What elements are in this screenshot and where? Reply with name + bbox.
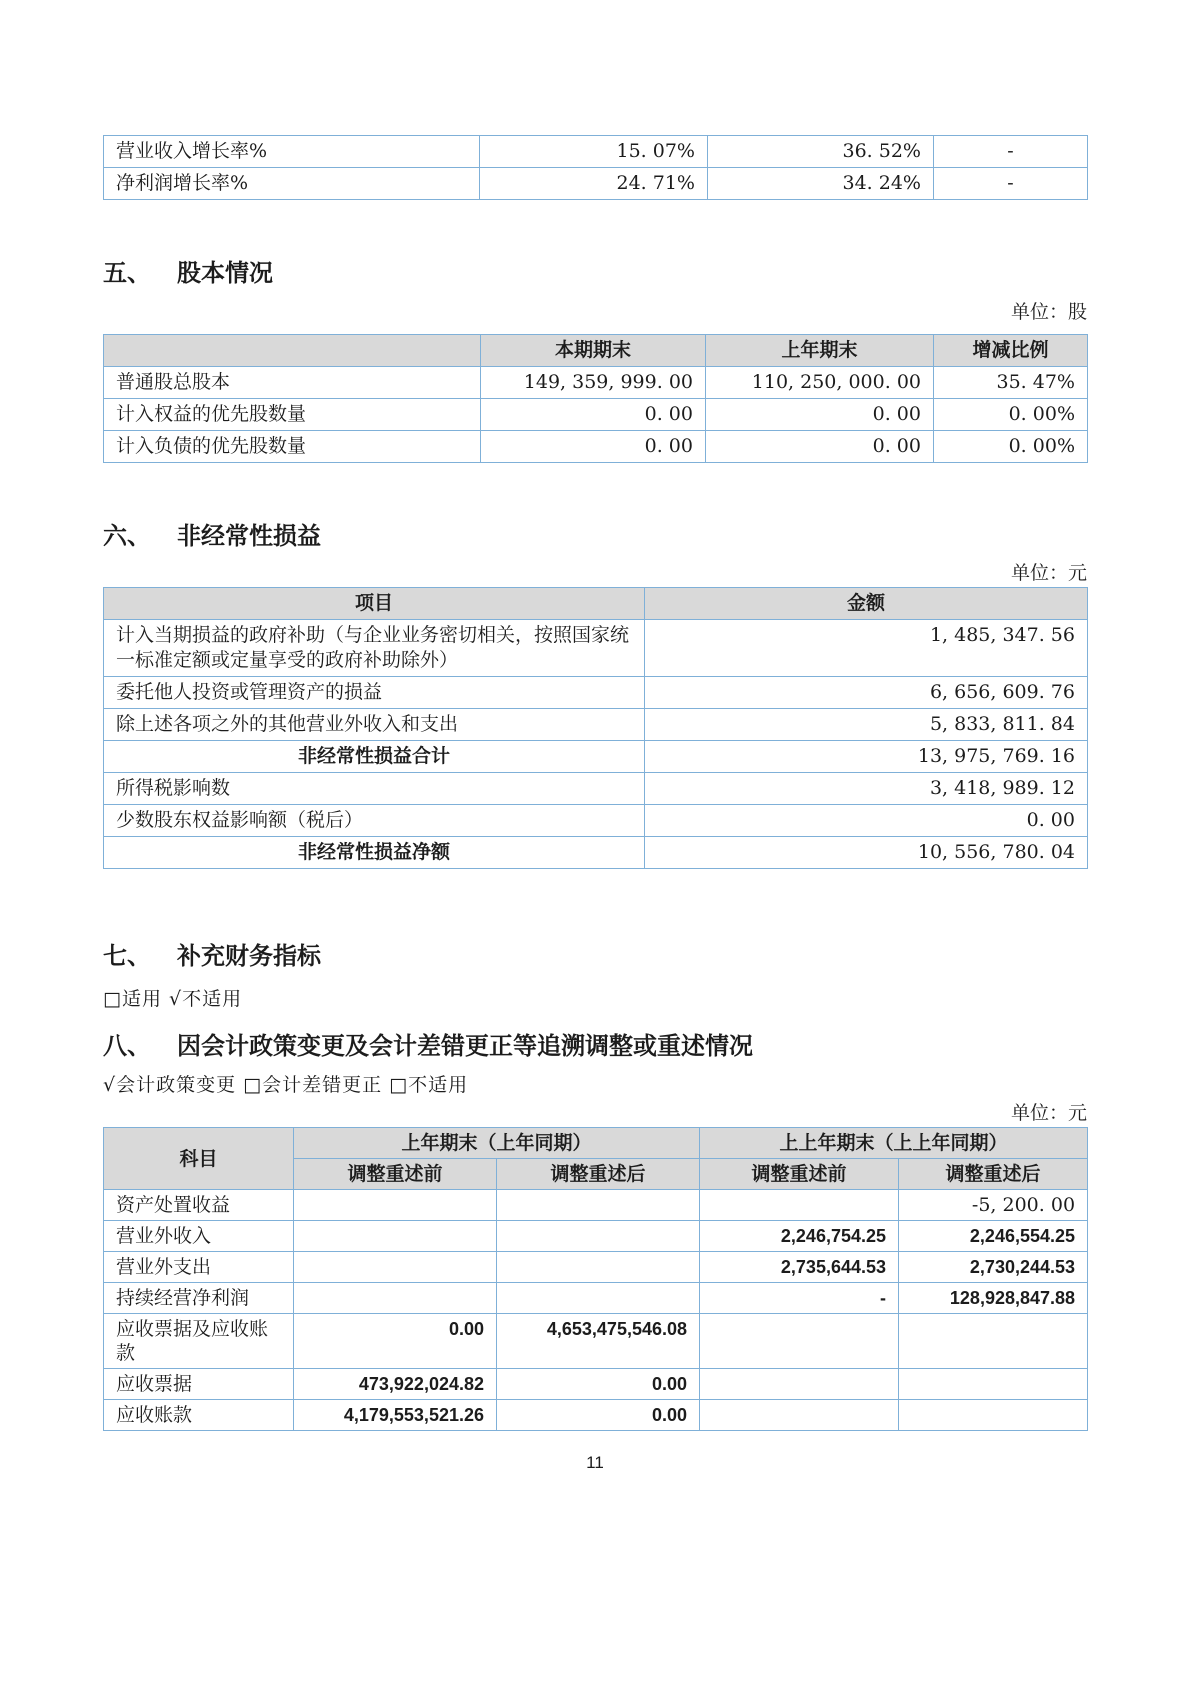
table-row-total [104, 837, 1088, 869]
section-title: 因会计政策变更及会计差错更正等追溯调整或重述情况 [177, 1031, 753, 1060]
cell-value: 0. 00 [645, 805, 1088, 837]
table-header-row [104, 335, 1088, 367]
column-header: 科目 [104, 1128, 294, 1190]
row-label: 持续经营净利润 [104, 1283, 294, 1314]
restatement-table [103, 1127, 1088, 1431]
table-row [104, 773, 1088, 805]
table-row [104, 1400, 1088, 1431]
cell-value: 36. 52% [708, 136, 934, 168]
cell-value: 10, 556, 780. 04 [645, 837, 1088, 869]
cell-value: 0.00 [497, 1369, 700, 1400]
row-label: 普通股总股本 [104, 367, 481, 399]
row-label: 计入权益的优先股数量 [104, 399, 481, 431]
cell-value: 15. 07% [480, 136, 708, 168]
table-row [104, 1369, 1088, 1400]
row-label: 所得税影响数 [104, 773, 645, 805]
table-row [104, 1314, 1088, 1369]
section-number: 八、 [103, 1031, 151, 1060]
cell-value: 6, 656, 609. 76 [645, 677, 1088, 709]
table-row [104, 620, 1088, 677]
cell-value [700, 1400, 899, 1431]
cell-value: 0.00 [497, 1400, 700, 1431]
column-header: 项目 [104, 588, 645, 620]
cell-value: 128,928,847.88 [899, 1283, 1088, 1314]
section-title: 补充财务指标 [177, 941, 321, 970]
non-recurring-items-table [103, 587, 1088, 869]
cell-value [294, 1190, 497, 1221]
cell-value: 2,246,554.25 [899, 1221, 1088, 1252]
table-row [104, 136, 1088, 168]
growth-rate-table [103, 135, 1088, 200]
row-label: 除上述各项之外的其他营业外收入和支出 [104, 709, 645, 741]
cell-value: - [934, 168, 1088, 200]
row-label: 营业外收入 [104, 1221, 294, 1252]
column-header: 调整重述前 [294, 1159, 497, 1190]
cell-value [700, 1369, 899, 1400]
cell-value: 4,653,475,546.08 [497, 1314, 700, 1369]
row-label: 净利润增长率% [104, 168, 480, 200]
table-row [104, 1252, 1088, 1283]
row-label: 资产处置收益 [104, 1190, 294, 1221]
row-label: 应收账款 [104, 1400, 294, 1431]
cell-value: 2,730,244.53 [899, 1252, 1088, 1283]
unit-label: 单位：股 [1010, 301, 1087, 323]
share-capital-table [103, 334, 1088, 463]
row-label: 少数股东权益影响额（税后） [104, 805, 645, 837]
cell-value [294, 1283, 497, 1314]
cell-value [700, 1314, 899, 1369]
cell-value: 0. 00% [934, 431, 1088, 463]
cell-value: 0. 00 [481, 431, 706, 463]
cell-value [497, 1190, 700, 1221]
table-header-row [104, 1128, 1088, 1159]
section-title: 股本情况 [177, 258, 273, 287]
section-number: 六、 [103, 521, 151, 550]
row-label: 应收票据及应收账款 [104, 1314, 294, 1369]
cell-value: 0. 00% [934, 399, 1088, 431]
cell-value: 1, 485, 347. 56 [645, 620, 1088, 677]
row-label: 计入负债的优先股数量 [104, 431, 481, 463]
section-heading-share-capital [103, 256, 1087, 290]
table-row [104, 709, 1088, 741]
cell-value: 13, 975, 769. 16 [645, 741, 1088, 773]
cell-value: 3, 418, 989. 12 [645, 773, 1088, 805]
section-heading-supplementary-indicators [103, 939, 1087, 973]
cell-value [497, 1221, 700, 1252]
column-group-header: 上上年期末（上上年同期） [700, 1128, 1088, 1159]
section-heading-restatement [103, 1029, 1087, 1063]
cell-value: 2,246,754.25 [700, 1221, 899, 1252]
cell-value: 0.00 [294, 1314, 497, 1369]
table-row [104, 677, 1088, 709]
cell-value [899, 1369, 1088, 1400]
cell-value: 110, 250, 000. 00 [706, 367, 934, 399]
cell-value: 2,735,644.53 [700, 1252, 899, 1283]
section-title: 非经常性损益 [177, 521, 321, 550]
row-label: 营业外支出 [104, 1252, 294, 1283]
cell-value [294, 1252, 497, 1283]
column-header [104, 335, 481, 367]
unit-label: 单位：元 [1010, 1102, 1087, 1124]
cell-value [497, 1252, 700, 1283]
cell-value: 4,179,553,521.26 [294, 1400, 497, 1431]
cell-value [899, 1314, 1088, 1369]
table-row [104, 168, 1088, 200]
section-heading-non-recurring [103, 519, 1087, 553]
section-number: 五、 [103, 258, 151, 287]
cell-value: -5, 200. 00 [899, 1190, 1088, 1221]
row-label: 非经常性损益净额 [104, 837, 645, 869]
cell-value: 0. 00 [706, 399, 934, 431]
column-header: 调整重述前 [700, 1159, 899, 1190]
column-header: 增减比例 [934, 335, 1088, 367]
table-row [104, 1283, 1088, 1314]
column-header: 调整重述后 [497, 1159, 700, 1190]
cell-value [700, 1190, 899, 1221]
cell-value: 24. 71% [480, 168, 708, 200]
column-header: 上年期末 [706, 335, 934, 367]
row-label: 营业收入增长率% [104, 136, 480, 168]
table-row-subtotal [104, 741, 1088, 773]
cell-value [497, 1283, 700, 1314]
table-row [104, 1221, 1088, 1252]
section-number: 七、 [103, 941, 151, 970]
cell-value: 0. 00 [481, 399, 706, 431]
cell-value: 5, 833, 811. 84 [645, 709, 1088, 741]
page-content [103, 0, 1087, 1473]
column-group-header: 上年期末（上年同期） [294, 1128, 700, 1159]
restatement-options: √会计政策变更 □会计差错更正 □不适用 [103, 1074, 469, 1096]
page-number: 11 [586, 1453, 604, 1472]
cell-value: 149, 359, 999. 00 [481, 367, 706, 399]
cell-value: 34. 24% [708, 168, 934, 200]
row-label: 应收票据 [104, 1369, 294, 1400]
table-row [104, 367, 1088, 399]
row-label: 非经常性损益合计 [104, 741, 645, 773]
table-row [104, 1190, 1088, 1221]
column-header: 本期期末 [481, 335, 706, 367]
cell-value: - [934, 136, 1088, 168]
cell-value: - [700, 1283, 899, 1314]
row-label: 计入当期损益的政府补助（与企业业务密切相关，按照国家统一标准定额或定量享受的政府补助除外） [104, 620, 645, 677]
table-row [104, 805, 1088, 837]
cell-value: 473,922,024.82 [294, 1369, 497, 1400]
cell-value [294, 1221, 497, 1252]
unit-label: 单位：元 [1010, 562, 1087, 584]
row-label: 委托他人投资或管理资产的损益 [104, 677, 645, 709]
applicability-options: □适用 √不适用 [103, 988, 243, 1010]
cell-value: 35. 47% [934, 367, 1088, 399]
cell-value [899, 1400, 1088, 1431]
table-row [104, 399, 1088, 431]
cell-value: 0. 00 [706, 431, 934, 463]
table-row [104, 431, 1088, 463]
table-header-row [104, 588, 1088, 620]
column-header: 金额 [645, 588, 1088, 620]
column-header: 调整重述后 [899, 1159, 1088, 1190]
